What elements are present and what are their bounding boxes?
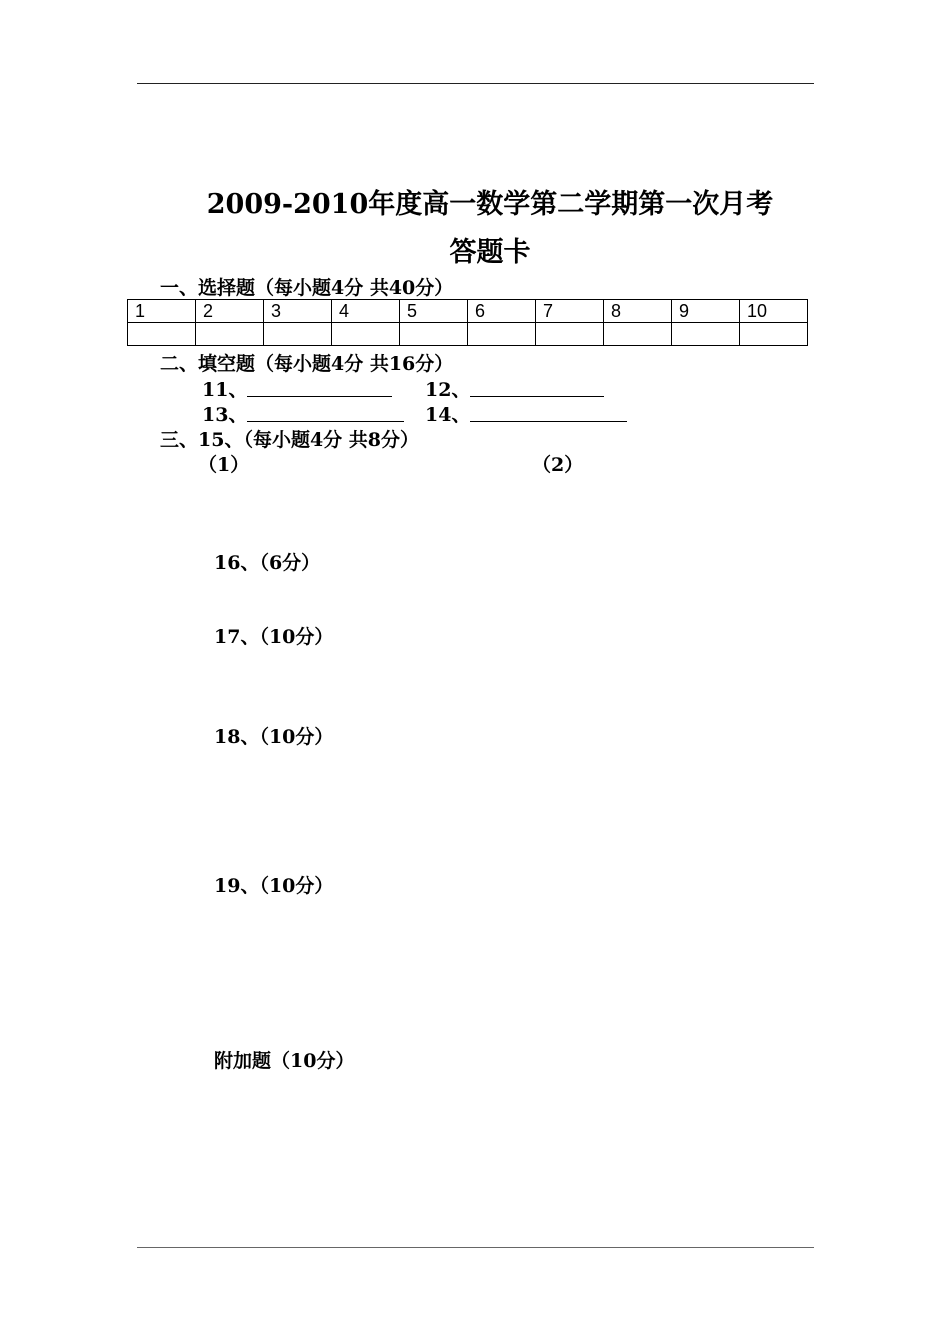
q15-part1-label: （1） [198,454,250,476]
choice-answer-cell[interactable] [400,323,468,346]
choice-answer-cell[interactable] [740,323,808,346]
choice-answer-cell[interactable] [332,323,400,346]
choice-number-cell: 5 [400,300,468,323]
fill-label-14: 14、 [425,404,471,426]
choice-answer-table [127,299,808,346]
q19-label: 19、（10分） [214,875,334,897]
fill-blank-13[interactable] [247,421,404,422]
fill-label-13: 13、 [202,404,248,426]
fill-blank-12[interactable] [470,396,604,397]
q17-label: 17、（10分） [214,626,334,648]
choice-answer-cell[interactable] [536,323,604,346]
choice-number-cell: 2 [196,300,264,323]
footer-rule [137,1247,814,1248]
choice-answer-row [128,323,808,346]
choice-number-cell: 1 [128,300,196,323]
choice-answer-cell[interactable] [468,323,536,346]
choice-answer-cell[interactable] [128,323,196,346]
choice-number-cell: 10 [740,300,808,323]
q16-label: 16、（6分） [214,552,321,574]
section1-heading: 一、选择题（每小题4分 共40分） [160,277,454,299]
q18-label: 18、（10分） [214,726,334,748]
choice-number-cell: 9 [672,300,740,323]
q15-part2-label: （2） [532,454,584,476]
section3-heading: 三、15、（每小题4分 共8分） [160,429,419,451]
bonus-question-label: 附加题（10分） [214,1050,355,1072]
choice-answer-cell[interactable] [672,323,740,346]
section2-heading: 二、填空题（每小题4分 共16分） [160,353,454,375]
choice-answer-cell[interactable] [264,323,332,346]
choice-number-row [128,300,808,323]
choice-number-cell: 8 [604,300,672,323]
choice-number-cell: 4 [332,300,400,323]
choice-answer-cell[interactable] [604,323,672,346]
page-title: 2009-2010年度高一数学第二学期第一次月考 [206,189,774,220]
fill-label-11: 11、 [202,379,248,401]
choice-number-cell: 3 [264,300,332,323]
choice-number-cell: 7 [536,300,604,323]
choice-answer-cell[interactable] [196,323,264,346]
fill-label-12: 12、 [425,379,471,401]
choice-number-cell: 6 [468,300,536,323]
header-rule [137,83,814,84]
fill-blank-14[interactable] [470,421,627,422]
fill-blank-11[interactable] [247,396,392,397]
page-subtitle: 答题卡 [449,237,531,268]
